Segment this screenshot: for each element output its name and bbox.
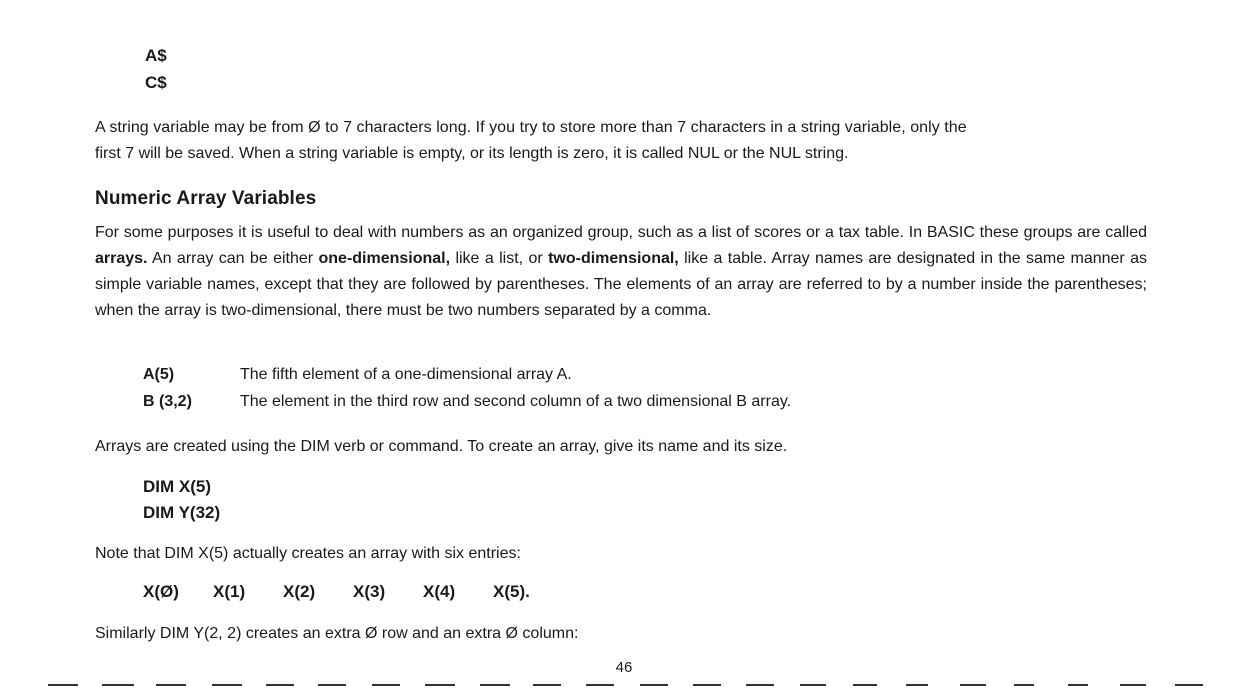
footer-rule: [0, 684, 1248, 688]
definition-description: The element in the third row and second column of a two dimensional B array.: [240, 393, 792, 410]
code-line-dim-y: DIM Y(32): [143, 503, 221, 522]
page-number: 46: [615, 659, 633, 676]
array-entry: X(1): [213, 582, 246, 601]
paragraph-dim-verb: Arrays are created using the DIM verb or command. To create an array, give its name and its size.: [95, 438, 788, 455]
paragraph-line: first 7 will be saved. When a string variable is empty, or its length is zero, it is called NUL or the NUL string.: [95, 145, 849, 162]
bold-term-one-dimensional: one-dimensional,: [318, 250, 451, 267]
paragraph-six-entries: Note that DIM X(5) actually creates an array with six entries:: [95, 545, 521, 562]
paragraph-arrays-intro: [95, 220, 1147, 324]
code-line-c-string: C$: [145, 73, 167, 92]
section-heading: Numeric Array Variables: [95, 188, 317, 209]
text-run: For some purposes it is useful to deal with numbers as an organized group, such as a list of scores or a tax table. In BASIC these groups are called: [95, 224, 1147, 241]
paragraph-string-length: [95, 115, 1147, 167]
text-run: like a table. Array names are designated in the same manner as simple variable names, except that they are followed by parentheses. The elements of an array are referred to by a number inside the parentheses; when the array is two-dimensional, there must be two numbers separated by a comma.: [95, 250, 1148, 319]
array-entry: X(2): [283, 582, 316, 601]
paragraph-extra-row-column: Similarly DIM Y(2, 2) creates an extra Ø row and an extra Ø column:: [95, 625, 579, 642]
array-entry: X(4): [423, 582, 456, 601]
code-line-dim-x: DIM X(5): [143, 477, 211, 496]
bold-term-arrays: arrays.: [95, 250, 148, 267]
text-run: An array can be either: [147, 250, 319, 267]
code-line-a-string: A$: [145, 46, 167, 65]
array-entry: X(5).: [493, 582, 530, 601]
text-run: like a list, or: [450, 250, 549, 267]
paragraph-line: A string variable may be from Ø to 7 characters long. If you try to store more than 7 characters in a string variable, only the: [95, 119, 967, 136]
array-entry: X(3): [353, 582, 386, 601]
bold-term-two-dimensional: two-dimensional,: [548, 250, 679, 267]
definition-term: B (3,2): [143, 393, 192, 410]
array-entry: X(Ø): [143, 582, 179, 601]
definition-description: The fifth element of a one-dimensional array A.: [240, 366, 572, 383]
definition-term: A(5): [143, 366, 175, 383]
